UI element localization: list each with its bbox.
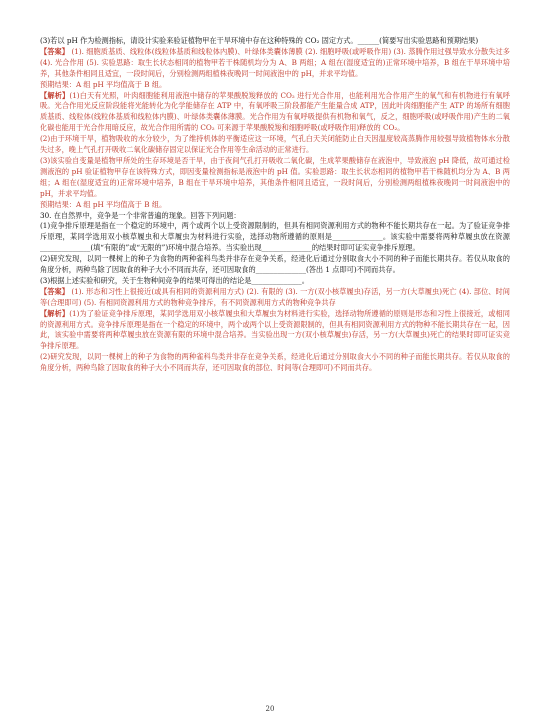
expected-result (40, 80, 510, 91)
paragraph-text: (2)研究发现，以同一棵树上的种子为食物的两种雀科鸟类并非存在竞争关系，经进化后通过分别取食大小不同的种子而能长期共存。若仅从取食的角度分析，两种鸟除了因取食的种子大小不同而共存，还可因取食的______________(答出 1 点即可)不同而共存。 (40, 254, 510, 275)
paragraph-text: (2)由于环境干旱，植物吸收的水分较少，为了维持机体的平衡适应这一环境，气孔白天关闭能防止白天因温度较高蒸腾作用较强导致植物体水分散失过多，晚上气孔打开吸收二氧化碳储存固定以保证光合作用等生命活动的正常进行。 (40, 134, 510, 155)
paragraph-text: (3)该实验自变量是植物甲所处的生存环境是否干旱，由于夜间气孔打开吸收二氧化碳，生成苹果酸储存在液泡中，导致液泡 pH 降低，故可通过检测液泡的 pH 验证植物甲存在该特殊方式，即因变量检测指标是液泡中的 pH 值。实验思路：取生长状态相同的植物甲若干株随机均分为 A、B 两组；A 组在(湿度适宜的)正常环境中培养，B 组在干旱环境中培养，其他条件相同且适宜，一段时间后，分别检测两组植株夜晚同一时间液泡中的 pH，并求平均值。 (40, 155, 510, 198)
analysis-block (40, 91, 510, 135)
answer-tag: 【答案】 (40, 46, 70, 56)
answer-tag: 【答案】 (40, 286, 70, 296)
paragraph-text: (1)白天有光照，叶肉细胞能利用液泡中储存的苹果酸脱羧释放的 CO₂ 进行光合作用，也能利用光合作用产生的氧气和有机物进行有氧呼吸。光合作用光反应阶段能将光能转化为化学能储存在 ATP 中，有氧呼吸三阶段都能产生能量合成 ATP，因此叶肉细胞能产生 ATP 的场所有细胞质基质、线粒体(线粒体基质和线粒体内膜)、叶绿体类囊体薄膜。光合作用为有氧呼吸提供有机物和氧气，反之，细胞呼吸(或呼吸作用)产生的二氧化碳也能用于光合作用暗反应，故光合作用所需的 CO₂ 可来源于苹果酸脱羧和细胞呼吸(或呼吸作用)释放的 CO₂。 (40, 90, 510, 133)
paragraph-text: (1)为了验证竞争排斥原理，某同学选用双小核草履虫和大草履虫为材料进行实验，选择动物所遵循的原则是形态和习性上很接近，或相同的资源利用方式。竞争排斥原理是指在一个稳定的环境中，两个或两个以上受资源限制的，但具有相同资源利用方式的物种不能长期共存在一起，因此，该实验中需要将两种草履虫放在资源有限的环境中混合培养。当实验出现一方(双小核草履虫)存活，另一方(大草履虫)死亡的结果时即可证实竞争排斥原理。 (40, 308, 510, 351)
paragraph (40, 36, 510, 47)
analysis-tag: 【解析】 (40, 90, 70, 100)
paragraph-text: 预期结果：A 组 pH 平均值高于 B 组。 (40, 199, 167, 209)
paragraph (40, 156, 510, 200)
paragraph (40, 352, 510, 374)
paragraph-text: (3)若以 pH 作为检测指标，请设计实验来验证植物甲在干旱环境中存在这种特殊的 CO₂ 固定方式。______(简要写出实验思路和预期结果) (40, 36, 479, 45)
answer-block (40, 287, 510, 309)
paragraph-text: (1)竞争排斥原理是指在一个稳定的环境中，两个或两个以上受资源限制的，但具有相同资源利用方式的物种不能长期共存在一起。为了验证竞争排斥原理，某同学选用双小核草履虫和大草履虫为材料进行实验，选择动物所遵循的原则是______________。该实验中需要将两种草履虫放在资源______________(填“有限的”或“无限的”)环境中混合培养。当实验出现______________的结果时即可证实竞争排斥原理。 (40, 221, 510, 253)
document-page (40, 36, 510, 374)
expected-result (40, 200, 510, 211)
paragraph-text: (2)研究发现，以同一棵树上的种子为食物的两种雀科鸟类并非存在竞争关系，经进化后通过分别取食大小不同的种子而能长期共存。若仅从取食的角度分析，两种鸟除了因取食的种子大小不同而共存，还可因取食的部位、时间等(合理即可)不同而共存。 (40, 352, 510, 373)
question-title (40, 211, 510, 222)
paragraph (40, 134, 510, 156)
page-number: 20 (265, 705, 275, 713)
paragraph-text: (3)根据上述实验和研究，关于生物种间竞争的结果可得出的结论是______________。 (40, 275, 309, 285)
question-part (40, 254, 510, 276)
paragraph-text: 30. 在自然界中，竞争是一个非常普遍的现象。回答下列问题： (40, 210, 241, 220)
question-part (40, 276, 510, 287)
paragraph-text: (1). 形态和习性上很接近(或具有相同的资源利用方式) (2). 有限的 (3). 一方(双小核草履虫)存活，另一方(大草履虫)死亡 (4). 部位、时间等(合理即可) (5). 有相同资源利用方式的物种竞争排斥，有不同资源利用方式的物种竞争共存 (40, 286, 510, 307)
analysis-tag: 【解析】 (40, 308, 70, 318)
analysis-block (40, 309, 510, 353)
answer-block (40, 47, 510, 80)
question-part (40, 221, 510, 254)
paragraph-text: 预期结果：A 组 pH 平均值高于 B 组。 (40, 79, 167, 89)
paragraph-text: (1). 细胞质基质、线粒体(线粒体基质和线粒体内膜)、叶绿体类囊体薄膜 (2). 细胞呼吸(或呼吸作用) (3). 蒸腾作用过强导致水分散失过多 (4). 光合作用 (5). 实验思路：取生长状态相同的植物甲若干株随机均分为 A、B 两组；A 组在(湿度适宜的)正常环境中培养，B 组在干旱环境中培养，其他条件相同且适宜，一段时间后，分别检测两组植株夜晚同一时间液泡中的 pH，并求平均值。 (40, 46, 510, 78)
